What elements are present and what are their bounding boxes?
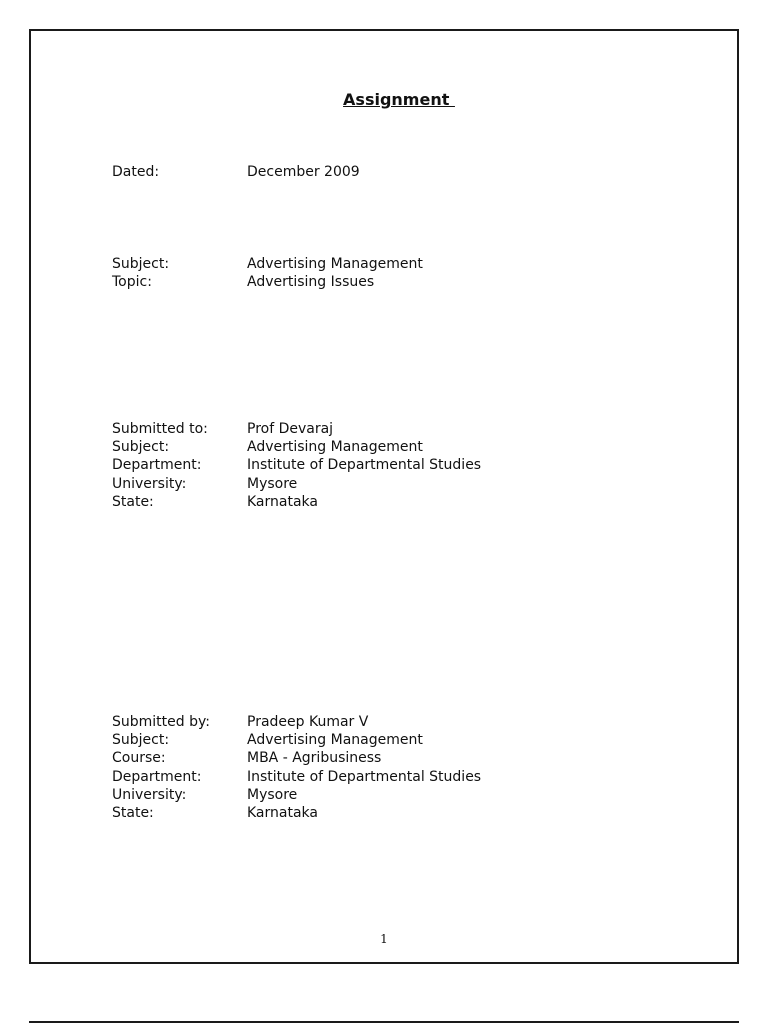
field-value: Advertising Management bbox=[247, 439, 423, 456]
next-page-top-border bbox=[29, 1021, 739, 1023]
page-number: 1 bbox=[380, 932, 388, 946]
field-value: Karnataka bbox=[247, 493, 318, 510]
field-label: University: bbox=[112, 786, 187, 803]
field-row-department bbox=[112, 456, 481, 474]
submitted-to-section bbox=[112, 420, 481, 511]
field-value: Prof Devaraj bbox=[247, 421, 334, 437]
field-value: Institute of Departmental Studies bbox=[247, 768, 482, 785]
field-row-state bbox=[112, 493, 481, 511]
field-label: Course: bbox=[112, 750, 166, 767]
field-row-state bbox=[112, 804, 481, 822]
field-value: Karnataka bbox=[247, 805, 318, 822]
field-label: Department: bbox=[112, 457, 202, 474]
submitted-by-section bbox=[112, 713, 481, 822]
field-value: Advertising Issues bbox=[247, 274, 375, 291]
field-row-submitted-to bbox=[112, 420, 481, 438]
field-label: Dated: bbox=[112, 164, 160, 180]
field-value: MBA - Agribusiness bbox=[247, 750, 382, 767]
field-row-submitted-by bbox=[112, 713, 481, 731]
field-value: Mysore bbox=[247, 475, 298, 492]
field-value: Institute of Departmental Studies bbox=[247, 457, 482, 474]
field-row-university bbox=[112, 475, 481, 493]
field-row-department bbox=[112, 768, 481, 786]
document-title: Assignment bbox=[343, 90, 455, 109]
field-label: Subject: bbox=[112, 256, 170, 272]
field-row-subject bbox=[112, 438, 481, 456]
field-row-subject bbox=[112, 731, 481, 749]
field-label: Submitted to: bbox=[112, 421, 208, 437]
field-value: Advertising Management bbox=[247, 732, 423, 749]
dated-section bbox=[112, 163, 360, 181]
field-label: State: bbox=[112, 493, 154, 510]
field-row-dated bbox=[112, 163, 360, 181]
field-label: Topic: bbox=[112, 274, 152, 291]
field-row-subject bbox=[112, 255, 423, 273]
field-value: Mysore bbox=[247, 786, 298, 803]
field-value: Advertising Management bbox=[247, 256, 423, 272]
field-row-course bbox=[112, 749, 481, 767]
field-row-university bbox=[112, 786, 481, 804]
field-label: Submitted by: bbox=[112, 714, 210, 730]
field-label: Department: bbox=[112, 768, 202, 785]
field-value: Pradeep Kumar V bbox=[247, 714, 369, 730]
field-label: University: bbox=[112, 475, 187, 492]
subject-section bbox=[112, 255, 423, 291]
field-label: Subject: bbox=[112, 439, 170, 456]
field-row-topic bbox=[112, 273, 423, 291]
field-label: State: bbox=[112, 805, 154, 822]
field-label: Subject: bbox=[112, 732, 170, 749]
field-value: December 2009 bbox=[247, 164, 360, 180]
